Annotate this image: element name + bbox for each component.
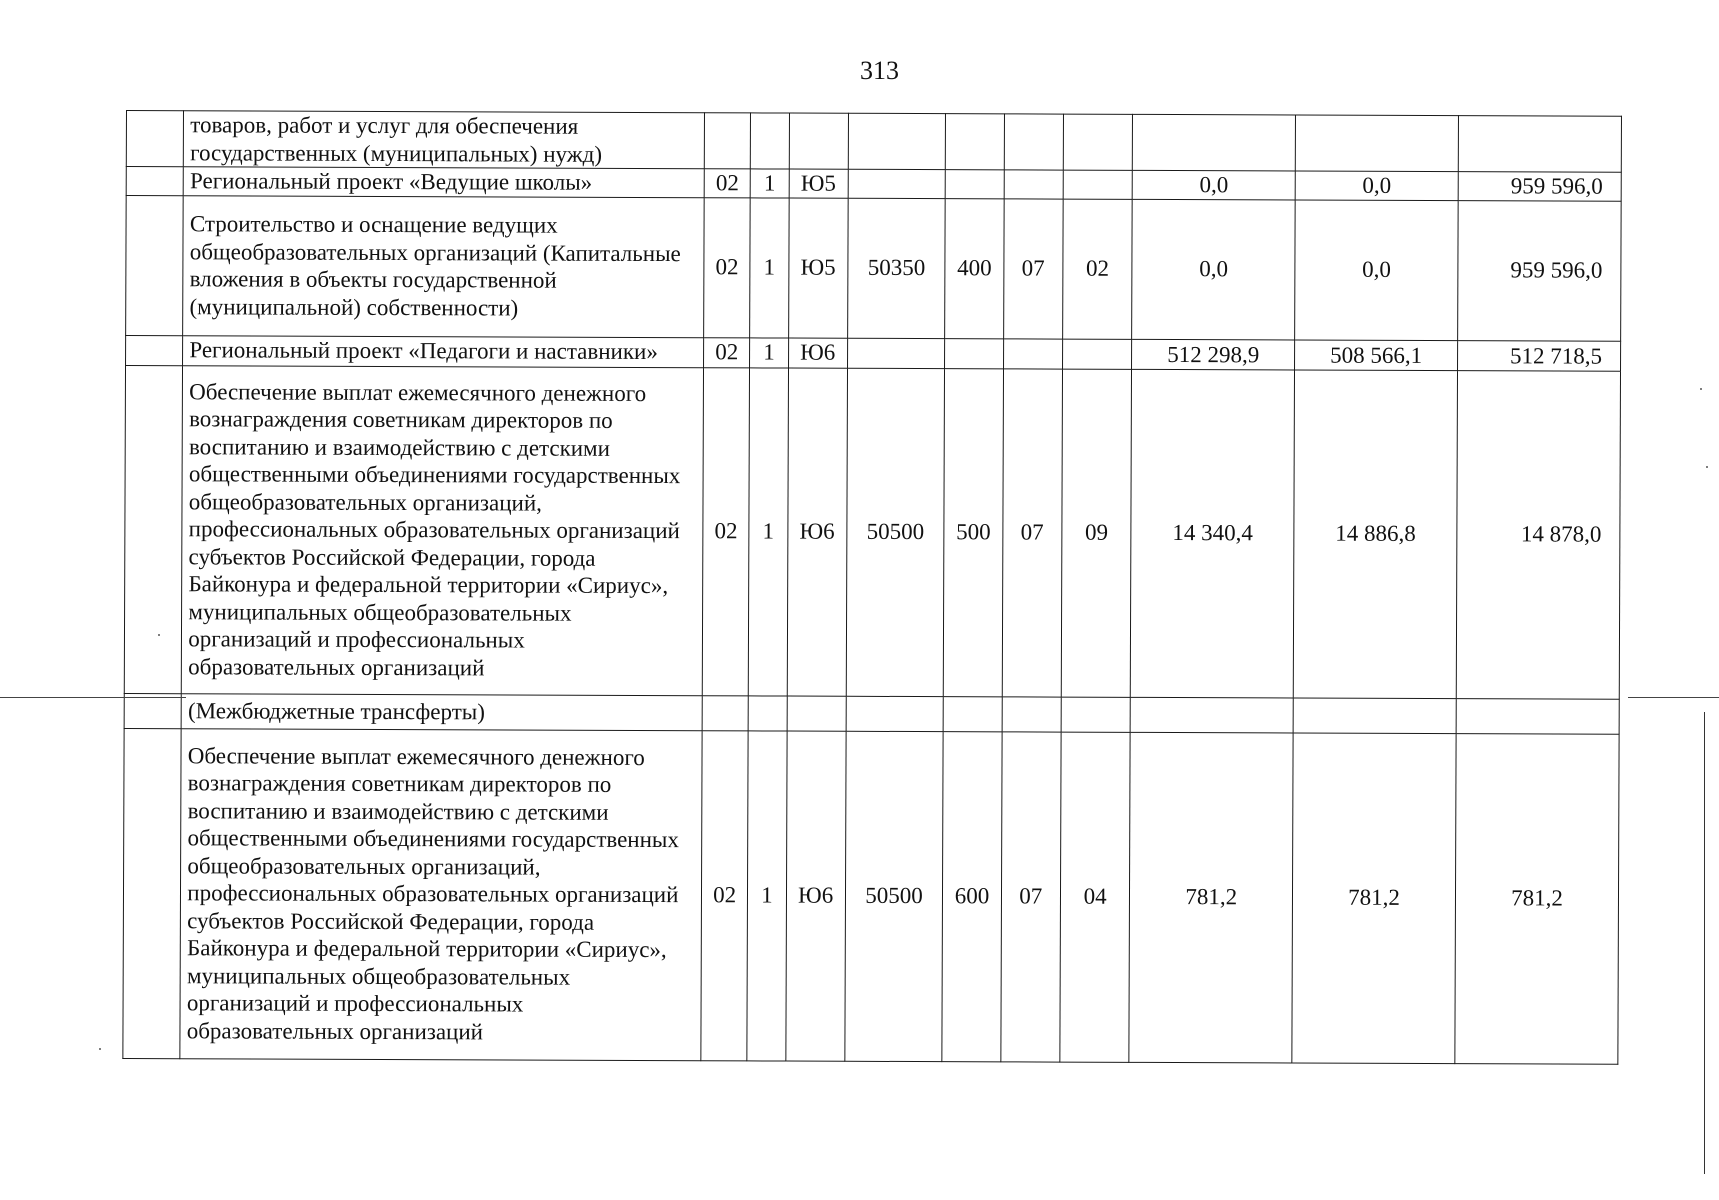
scan-speck	[99, 1048, 101, 1050]
amount-cell: 512 298,9	[1132, 339, 1295, 370]
row-number-cell	[126, 111, 184, 167]
code-cell: Ю6	[785, 731, 846, 1061]
page-number: 313	[860, 56, 899, 85]
amount-cell	[1456, 698, 1619, 734]
code-cell	[704, 113, 750, 169]
scan-fold-line-left	[0, 697, 186, 698]
code-cell	[946, 170, 1004, 199]
table-row	[126, 195, 1622, 341]
amount-cell: 0,0	[1295, 199, 1458, 340]
budget-table	[122, 110, 1622, 1064]
row-description: Региональный проект «Педагоги и наставники»	[183, 335, 704, 367]
amount-cell	[1130, 697, 1293, 733]
code-cell: 1	[750, 169, 788, 198]
code-cell: 07	[1002, 368, 1063, 696]
amount-cell: 959 596,0	[1458, 200, 1622, 341]
table-row	[124, 365, 1620, 699]
scan-speck	[1706, 466, 1708, 468]
code-cell: 1	[750, 337, 788, 367]
row-description: Строительство и оснащение ведущих общеобразовательных организаций (Капитальные вложения в объекты государственной (муниципальной) собственности)	[183, 195, 704, 337]
code-cell	[848, 169, 946, 198]
table-row	[124, 693, 1619, 734]
amount-cell: 781,2	[1455, 733, 1619, 1064]
table-row	[123, 728, 1619, 1064]
code-cell	[1004, 170, 1063, 199]
code-cell: 02	[704, 169, 750, 198]
code-cell	[702, 695, 748, 730]
amount-cell: 0,0	[1295, 171, 1458, 200]
amount-cell: 14 878,0	[1456, 370, 1620, 699]
code-cell: 02	[701, 730, 749, 1060]
code-cell: 1	[749, 367, 788, 695]
row-description: Региональный проект «Ведущие школы»	[183, 167, 704, 197]
code-cell	[945, 338, 1003, 368]
row-description: товаров, работ и услуг для обеспечения государственных (муниципальных) нужд)	[184, 111, 705, 169]
code-cell: Ю6	[787, 368, 848, 696]
code-cell	[1002, 696, 1061, 731]
code-cell: 500	[944, 368, 1004, 696]
scan-speck	[1700, 388, 1702, 390]
code-cell: 1	[750, 197, 789, 337]
code-cell: Ю6	[788, 338, 847, 368]
code-cell	[1004, 114, 1064, 170]
amount-cell: 0,0	[1132, 199, 1295, 340]
code-cell: 50500	[845, 731, 944, 1061]
scan-speck	[158, 634, 160, 636]
code-cell	[1003, 338, 1062, 368]
code-cell: 50350	[847, 198, 945, 338]
amount-cell: 0,0	[1132, 170, 1295, 199]
code-cell: 02	[704, 337, 750, 367]
row-description: Обеспечение выплат ежемесячного денежного вознаграждения советникам директоров по воспитанию и взаимодействию с детскими общественными объединениями государственных общеобразовательных организаций, профессиональных образовательных организаций субъектов Российской Федерации, города Байконура и федеральной территории «Сириус», муниципальных общеобразовательных организаций и профессиональных образовательных организаций	[182, 365, 704, 695]
amount-cell: 781,2	[1292, 732, 1456, 1063]
code-cell: 50500	[846, 368, 945, 696]
code-cell	[787, 696, 846, 731]
row-number-cell	[124, 693, 181, 728]
amount-cell: 781,2	[1129, 732, 1293, 1063]
row-number-cell	[126, 167, 183, 196]
code-cell: 1	[747, 730, 786, 1060]
code-cell	[1063, 170, 1132, 199]
code-cell	[748, 695, 786, 730]
table-row	[126, 111, 1621, 173]
code-cell	[848, 113, 946, 169]
code-cell: Ю5	[788, 198, 848, 338]
amount-cell	[1458, 116, 1621, 173]
scan-fold-line-right	[1628, 697, 1719, 698]
code-cell	[1063, 114, 1133, 170]
code-cell	[847, 338, 945, 368]
code-cell	[789, 113, 849, 169]
code-cell	[1061, 697, 1130, 732]
scan-page-edge	[1704, 712, 1705, 1174]
row-description: Обеспечение выплат ежемесячного денежного вознаграждения советникам директоров по воспитанию и взаимодействию с детскими общественными объединениями государственных общеобразовательных организаций, профессиональных образовательных организаций субъектов Российской Федерации, города Байконура и федеральной территории «Сириус», муниципальных общеобразовательных организаций и профессиональных образовательных организаций	[180, 728, 702, 1060]
amount-cell: 14 340,4	[1131, 369, 1295, 698]
code-cell: 02	[1063, 199, 1133, 339]
code-cell: 02	[704, 197, 751, 337]
amount-cell: 14 886,8	[1293, 369, 1457, 698]
code-cell: 09	[1061, 369, 1132, 697]
code-cell	[846, 696, 944, 731]
amount-cell	[1295, 115, 1458, 172]
code-cell: 07	[1003, 198, 1063, 338]
code-cell: 04	[1060, 732, 1131, 1062]
code-cell	[1062, 339, 1131, 369]
row-number-cell	[123, 728, 182, 1058]
amount-cell	[1133, 114, 1296, 171]
code-cell: 600	[942, 731, 1002, 1061]
amount-cell	[1293, 697, 1456, 733]
code-cell: Ю5	[789, 169, 848, 198]
amount-cell: 508 566,1	[1295, 339, 1458, 370]
code-cell: 02	[702, 367, 749, 695]
code-cell: 07	[1000, 731, 1061, 1061]
row-number-cell	[124, 365, 183, 693]
amount-cell: 959 596,0	[1458, 172, 1621, 201]
code-cell	[946, 114, 1005, 170]
code-cell: 400	[945, 198, 1004, 338]
row-number-cell	[126, 195, 184, 335]
row-description: (Межбюджетные трансферты)	[181, 693, 702, 730]
code-cell	[751, 113, 789, 169]
row-number-cell	[126, 335, 183, 365]
amount-cell: 512 718,5	[1458, 340, 1621, 371]
code-cell	[943, 696, 1001, 731]
